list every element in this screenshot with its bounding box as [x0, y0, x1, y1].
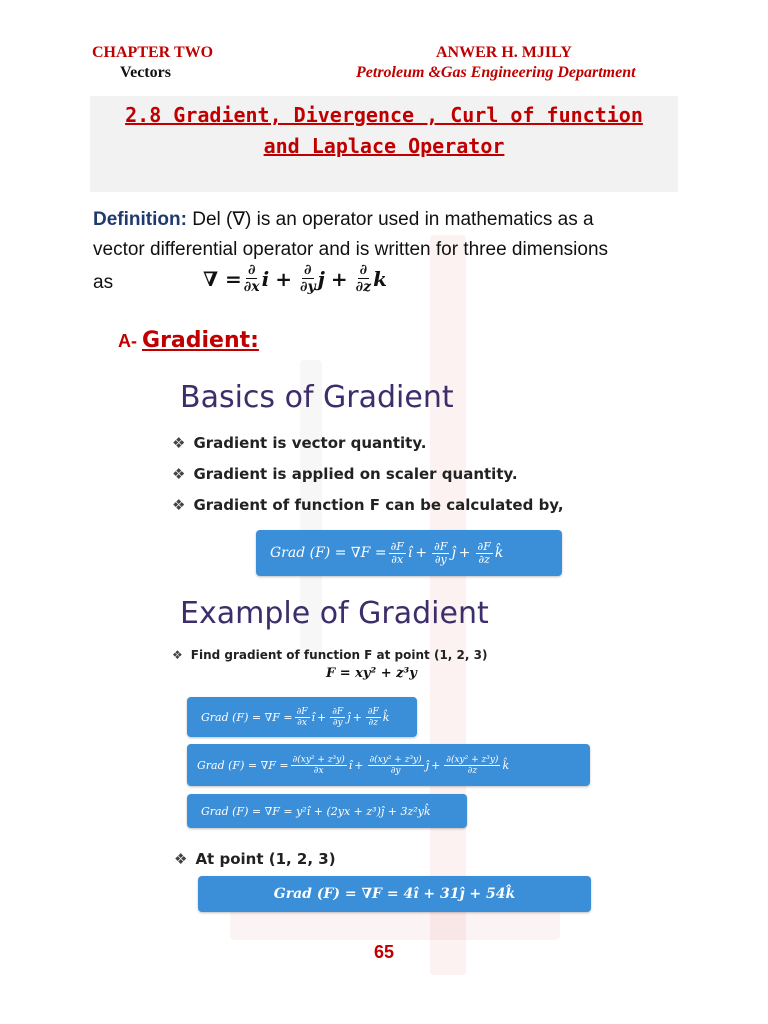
definition-label: Definition:	[93, 209, 187, 230]
del-equation: ∇ = $\frac{\partial}{\partial x}$ i + $\frac{\partial}{\partial y}$ j + $\frac{\partial}{\partial z}$ k	[203, 262, 387, 295]
at-point-label: ❖ At point (1, 2, 3)	[174, 850, 336, 868]
example-title: Example of Gradient	[180, 596, 489, 631]
basics-title: Basics of Gradient	[180, 380, 454, 415]
header-topic: Vectors	[120, 64, 171, 81]
diamond-bullet-icon: ❖	[172, 434, 186, 452]
basics-bullet-2: ❖ Gradient is applied on scaler quantity.	[172, 465, 518, 483]
diamond-bullet-icon: ❖	[172, 465, 186, 483]
partial-x-fraction: $\frac{\partial}{\partial x}$	[243, 262, 260, 295]
definition-line2: vector differential operator and is written for three dimensions	[93, 239, 609, 260]
subsection-title: Gradient:	[142, 328, 259, 353]
diamond-bullet-icon: ❖	[174, 850, 188, 868]
definition-line1	[93, 204, 675, 236]
section-title-line1: 2.8 Gradient, Divergence , Curl of function	[125, 103, 643, 127]
example-function: F = xy² + z³y	[326, 666, 417, 681]
example-step3-box: Grad (F) = ∇F = y²î + (2yx + z³)ĵ + 3z²yk̂	[187, 794, 467, 828]
partial-z-fraction: $\frac{\partial}{\partial z}$	[355, 262, 372, 295]
example-step1-box: Grad (F) = ∇F = $\frac{\partial F}{\partial x}$ î + $\frac{\partial F}{\partial y}$ ĵ + $\frac{\partial F}{\partial z}$ k̂	[187, 697, 417, 737]
unit-i: i	[261, 266, 270, 291]
basics-bullet-3: ❖ Gradient of function F can be calculated by,	[172, 496, 564, 514]
header-department: Petroleum &Gas Engineering Department	[356, 64, 636, 81]
page-number: 65	[373, 942, 395, 962]
del-lhs: ∇ =	[203, 266, 242, 291]
subsection-heading: A- Gradient:	[118, 328, 259, 353]
result-box: Grad (F) = ∇F = 4î + 31ĵ + 54k̂	[198, 876, 591, 912]
section-title-line2: and Laplace Operator	[263, 134, 505, 158]
basics-bullet-1: ❖ Gradient is vector quantity.	[172, 434, 427, 452]
example-step2-box: Grad (F) = ∇F = $\frac{\text{∂(xy² + z³y)}}{\partial x}$ î + $\frac{\text{∂(xy² + z³y)}}{\partial y}$ ĵ + $\frac{\text{∂(xy² + z³y)}}{\partial z}$ k̂	[187, 744, 590, 786]
partial-y-fraction: $\frac{\partial}{\partial y}$	[299, 262, 316, 295]
diamond-bullet-icon: ❖	[172, 648, 183, 662]
header-author: ANWER H. MJILY	[436, 44, 572, 61]
unit-k: k	[373, 266, 387, 291]
definition-line3-lead: as	[93, 272, 114, 293]
unit-j: j	[317, 266, 325, 291]
header-chapter: CHAPTER TWO	[92, 44, 214, 61]
definition-text-1: Del (∇) is an operator used in mathematics as a	[192, 209, 594, 230]
gradient-formula-box: Grad (F) = ∇F = $\frac{\partial F}{\partial x}$ î + $\frac{\partial F}{\partial y}$ ĵ + $\frac{\partial F}{\partial z}$ k̂	[256, 530, 562, 576]
example-prompt: ❖ Find gradient of function F at point (1, 2, 3)	[172, 648, 488, 662]
diamond-bullet-icon: ❖	[172, 496, 186, 514]
